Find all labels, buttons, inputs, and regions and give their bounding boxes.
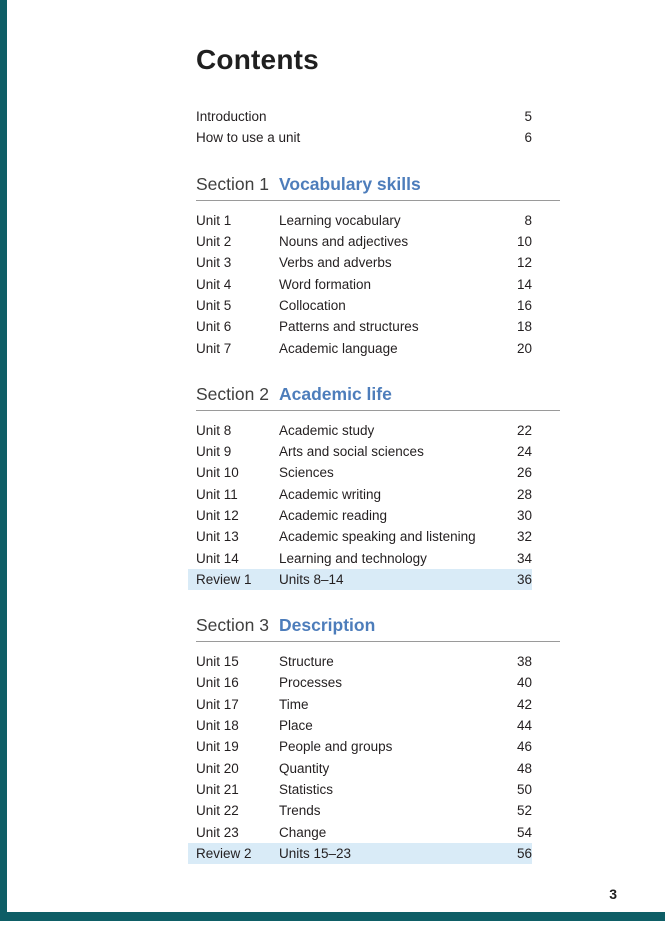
unit-page: 8: [524, 212, 532, 228]
unit-title: Structure: [279, 654, 334, 670]
toc-row: [196, 821, 532, 842]
toc-row: [196, 231, 532, 252]
unit-title: Collocation: [279, 297, 346, 313]
unit-page: 54: [516, 824, 532, 840]
unit-label: Review 2: [196, 845, 252, 861]
unit-page: 50: [516, 781, 532, 797]
section-rows: [196, 420, 560, 590]
unit-title: Quantity: [279, 760, 330, 776]
unit-title: Time: [279, 696, 309, 712]
unit-label: Unit 10: [196, 465, 239, 481]
toc-row: [196, 273, 532, 294]
unit-label: Unit 5: [196, 297, 232, 313]
unit-page: 52: [516, 803, 532, 819]
unit-title: Processes: [279, 675, 343, 691]
unit-page: 22: [516, 422, 532, 438]
unit-title: Academic writing: [279, 486, 382, 502]
toc-row: [196, 337, 532, 358]
unit-label: Unit 9: [196, 444, 232, 460]
unit-page: 10: [516, 234, 532, 250]
unit-page: 26: [516, 465, 532, 481]
toc-row: [196, 547, 532, 568]
front-matter-page: 5: [524, 109, 532, 125]
unit-label: Unit 16: [196, 675, 239, 691]
unit-page: 38: [516, 654, 532, 670]
unit-title: Patterns and structures: [279, 319, 419, 335]
unit-label: Unit 21: [196, 781, 239, 797]
unit-title: Verbs and adverbs: [279, 255, 392, 271]
toc-section: [196, 173, 560, 359]
section-title: Description: [279, 615, 376, 636]
unit-title: Trends: [279, 803, 321, 819]
unit-page: 32: [516, 529, 532, 545]
unit-title: Units 8–14: [279, 571, 344, 587]
unit-title: Academic study: [279, 422, 375, 438]
unit-title: Word formation: [279, 276, 372, 292]
toc-row: [196, 758, 532, 779]
toc-row: [196, 505, 532, 526]
toc-row: [196, 715, 532, 736]
unit-title: Nouns and adjectives: [279, 234, 409, 250]
toc-row: [196, 672, 532, 693]
toc-section: [196, 614, 560, 864]
section-rule: [196, 200, 560, 201]
toc-row: [196, 441, 532, 462]
unit-label: Unit 14: [196, 550, 239, 566]
toc-row: [196, 462, 532, 483]
front-matter-row: [196, 106, 532, 127]
section-label: Section 3: [196, 615, 269, 636]
section-title: Academic life: [279, 383, 392, 404]
toc-row: [196, 526, 532, 547]
unit-label: Unit 20: [196, 760, 239, 776]
unit-page: 24: [516, 444, 532, 460]
toc-row: [196, 736, 532, 757]
unit-page: 16: [516, 297, 532, 313]
unit-label: Unit 23: [196, 824, 239, 840]
unit-label: Unit 15: [196, 654, 239, 670]
unit-page: 28: [516, 486, 532, 502]
unit-label: Unit 19: [196, 739, 239, 755]
section-label: Section 1: [196, 173, 269, 194]
unit-label: Unit 2: [196, 234, 232, 250]
unit-page: 30: [516, 508, 532, 523]
contents-area: [196, 44, 560, 864]
unit-title: Place: [279, 718, 313, 734]
unit-page: 40: [516, 675, 532, 691]
unit-page: 34: [516, 550, 532, 566]
front-matter-row: [196, 127, 532, 148]
toc-row: [196, 800, 532, 821]
unit-page: 20: [516, 340, 532, 356]
unit-title: Learning and technology: [279, 550, 427, 566]
toc-row: [196, 210, 532, 231]
section-label: Section 2: [196, 383, 269, 404]
unit-title: Change: [279, 824, 327, 840]
unit-label: Unit 8: [196, 422, 232, 438]
unit-page: 56: [516, 845, 532, 861]
unit-label: Unit 22: [196, 803, 239, 819]
section-title: Vocabulary skills: [279, 173, 421, 194]
unit-title: Sciences: [279, 465, 334, 481]
unit-title: Academic reading: [279, 508, 388, 523]
toc-row: [196, 484, 532, 505]
section-heading: [196, 173, 560, 195]
unit-page: 42: [516, 696, 532, 712]
front-matter-list: [196, 106, 560, 149]
unit-label: Review 1: [196, 571, 252, 587]
unit-page: 44: [516, 718, 532, 734]
front-matter-label: Introduction: [196, 109, 267, 125]
toc-row: [196, 316, 532, 337]
sections: [196, 173, 560, 864]
section-rows: [196, 210, 560, 359]
unit-page: 46: [516, 739, 532, 755]
unit-label: Unit 13: [196, 529, 239, 545]
unit-label: Unit 7: [196, 340, 232, 356]
bottom-border: [0, 912, 665, 921]
unit-title: Academic language: [279, 340, 398, 356]
unit-label: Unit 6: [196, 319, 232, 335]
unit-page: 18: [516, 319, 532, 335]
unit-title: Units 15–23: [279, 845, 352, 861]
toc-row: [188, 843, 532, 864]
left-border: [0, 0, 7, 921]
unit-page: 14: [516, 276, 532, 292]
unit-page: 48: [516, 760, 532, 776]
unit-title: Academic speaking and listening: [279, 529, 476, 545]
toc-row: [196, 779, 532, 800]
front-matter-page: 6: [524, 130, 532, 146]
unit-page: 12: [516, 255, 532, 271]
unit-title: Statistics: [279, 781, 334, 797]
unit-label: Unit 18: [196, 718, 239, 734]
section-rows: [196, 651, 560, 864]
section-heading: [196, 614, 560, 636]
front-matter-label: How to use a unit: [196, 130, 301, 146]
toc-row: [196, 420, 532, 441]
unit-title: People and groups: [279, 739, 393, 755]
toc-row: [196, 252, 532, 273]
unit-title: Learning vocabulary: [279, 212, 401, 228]
folio-page-number: 3: [609, 886, 617, 902]
section-heading: [196, 383, 560, 405]
toc-section: [196, 383, 560, 590]
section-rule: [196, 641, 560, 642]
unit-label: Unit 11: [196, 486, 238, 502]
unit-label: Unit 4: [196, 276, 232, 292]
unit-label: Unit 17: [196, 696, 239, 712]
unit-label: Unit 3: [196, 255, 232, 271]
toc-row: [196, 651, 532, 672]
toc-row: [188, 569, 532, 590]
unit-page: 36: [516, 571, 532, 587]
toc-row: [196, 295, 532, 316]
page-title: Contents: [196, 44, 319, 75]
toc-row: [196, 694, 532, 715]
unit-title: Arts and social sciences: [279, 444, 424, 460]
section-rule: [196, 410, 560, 411]
unit-label: Unit 1: [196, 212, 232, 228]
unit-label: Unit 12: [196, 508, 239, 523]
